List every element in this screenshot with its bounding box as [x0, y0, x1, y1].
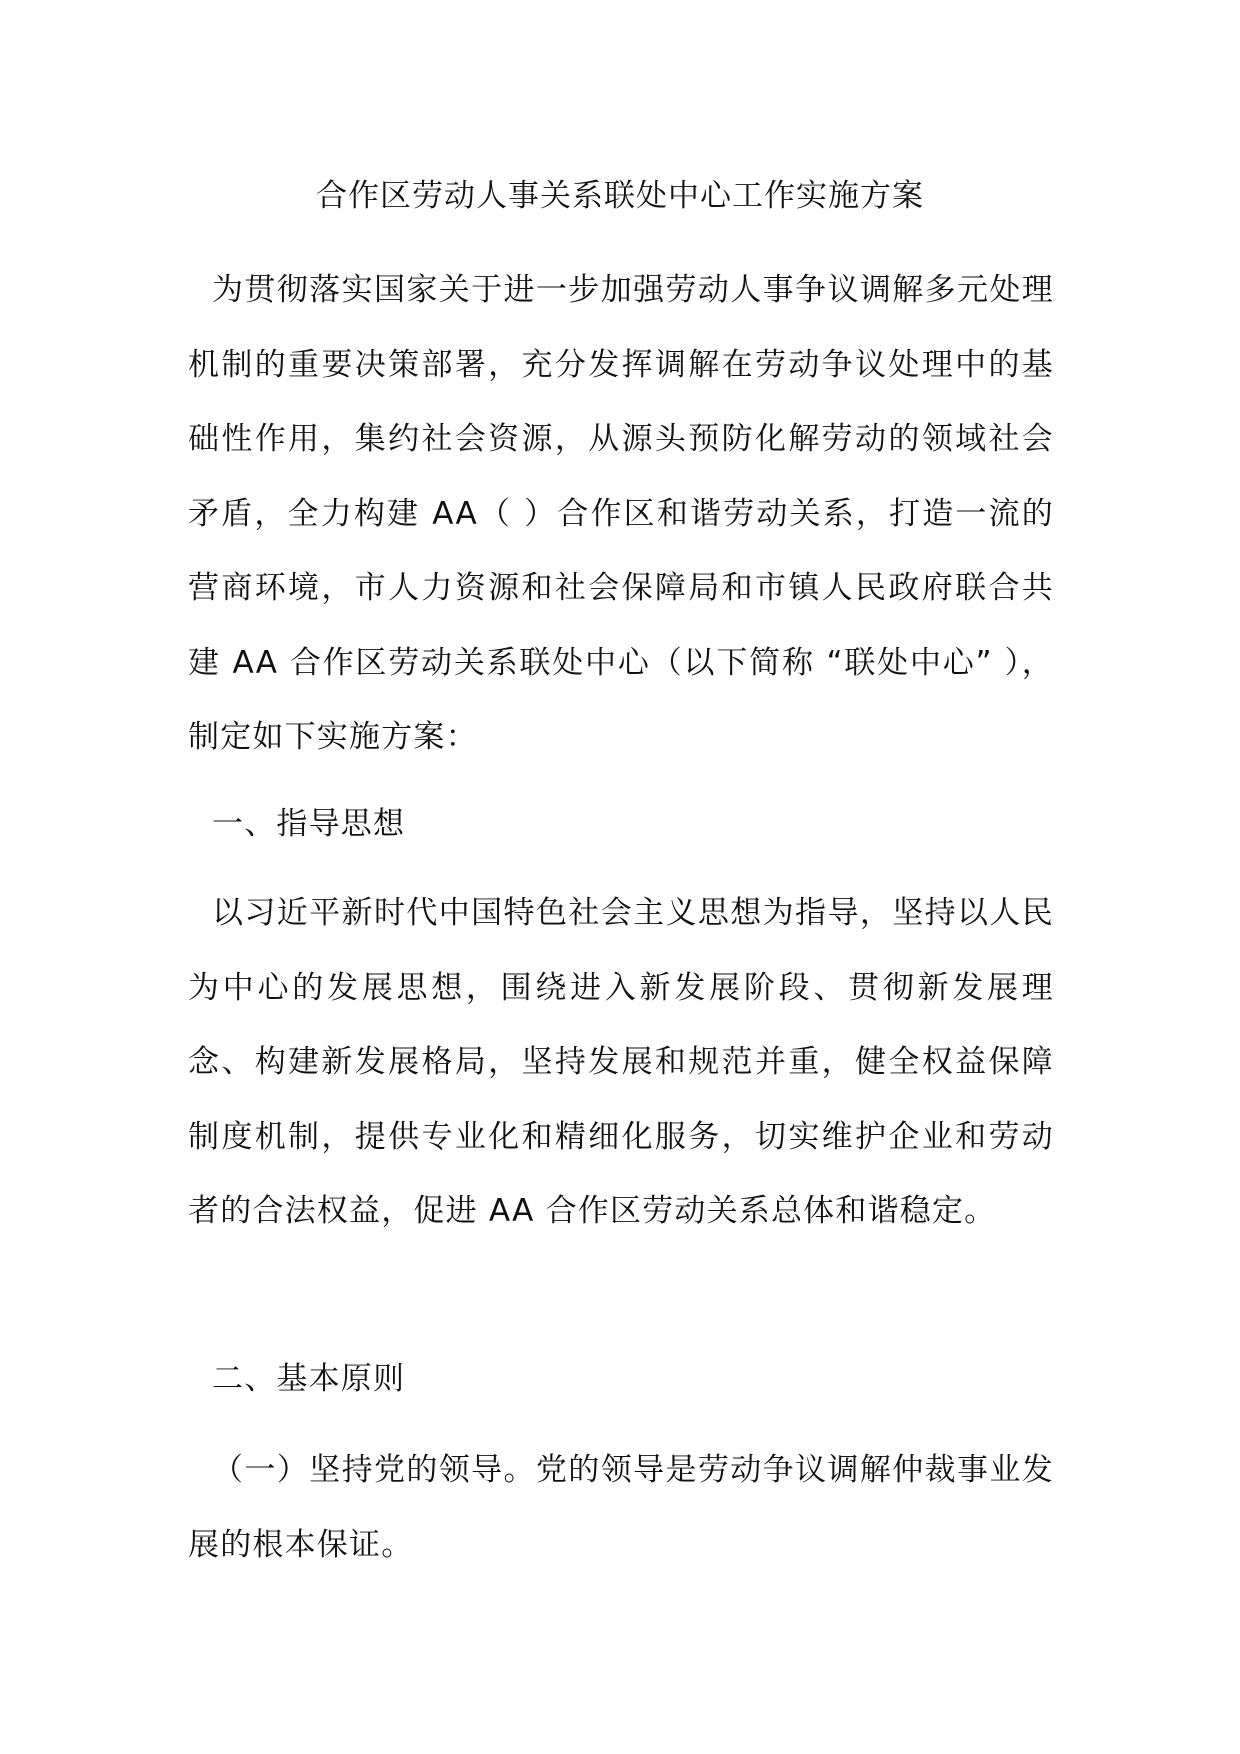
section-heading-guiding-ideology: 一、指导思想 — [212, 806, 406, 842]
document-title: 合作区劳动人事关系联处中心工作实施方案 — [316, 178, 924, 214]
section-heading-basic-principles: 二、基本原则 — [212, 1361, 406, 1397]
principle-item-1: （一）坚持党的领导。党的领导是劳动争议调解仲裁事业发展的根本保证。 — [188, 1452, 1054, 1563]
guiding-ideology-paragraph: 以习近平新时代中国特色社会主义思想为指导，坚持以人民为中心的发展思想，围绕进入新发展阶段、贯彻新发展理念、构建新发展格局，坚持发展和规范并重，健全权益保障制度机制，提供专业化和精细化服务，切实维护企业和劳动者的合法权益，促进 AA 合作区劳动关系总体和谐稳定。 — [188, 895, 1054, 1229]
intro-paragraph: 为贯彻落实国家关于进一步加强劳动人事争议调解多元处理机制的重要决策部署，充分发挥调解在劳动争议处理中的基础性作用，集约社会资源，从源头预防化解劳动的领域社会矛盾，全力构建 AA（ ）合作区和谐劳动关系，打造一流的营商环境，市人力资源和社会保障局和市镇人民政府联合共建 AA 合作区劳动关系联处中心（以下简称 “联处中心” ），制定如下实施方案： — [188, 272, 1054, 755]
